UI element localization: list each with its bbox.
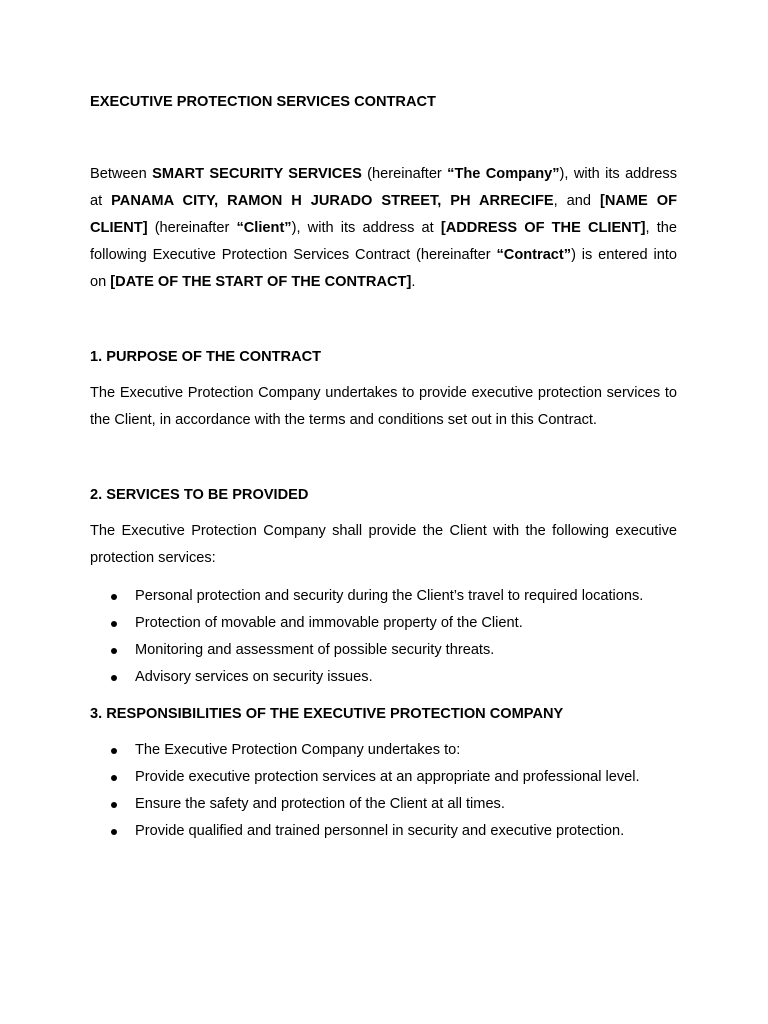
- list-item-text: Personal protection and security during the Client’s travel to required locations.: [135, 588, 644, 604]
- list-item: [90, 637, 690, 664]
- company-address: PANAMA CITY, RAMON H JURADO STREET, PH ARRECIFE: [111, 193, 554, 209]
- list-item-text: Monitoring and assessment of possible security threats.: [135, 642, 495, 658]
- intro-paragraph: [90, 161, 677, 296]
- list-item-text: Advisory services on security issues.: [135, 669, 373, 685]
- company-alias: “The Company”: [447, 166, 560, 182]
- list-item: [90, 583, 690, 610]
- intro-text: , the following Executive Protection Services Contract (hereinafter: [90, 220, 677, 263]
- bullet-icon: [111, 648, 117, 654]
- services-bullet-list: [90, 583, 690, 691]
- start-date: [DATE OF THE START OF THE CONTRACT]: [110, 274, 412, 290]
- intro-text: ), with its address at: [90, 166, 677, 209]
- company-name: SMART SECURITY SERVICES: [152, 166, 362, 182]
- intro-text: Between: [90, 166, 153, 182]
- intro-text: .: [411, 274, 416, 290]
- client-alias: “Client”: [236, 220, 292, 236]
- intro-text: (hereinafter: [147, 220, 237, 236]
- list-item: [90, 791, 690, 818]
- list-item: [90, 664, 690, 691]
- bullet-icon: [111, 748, 117, 754]
- section-paragraph-services: The Executive Protection Company shall provide the Client with the following executive protection services:: [90, 523, 677, 566]
- intro-text: ) is entered into on: [90, 247, 677, 290]
- intro-text: , and: [553, 193, 600, 209]
- bullet-icon: [111, 829, 117, 835]
- list-item: [90, 818, 690, 845]
- client-address: [ADDRESS OF THE CLIENT]: [440, 220, 646, 236]
- section-paragraph-purpose: The Executive Protection Company undertakes to provide executive protection services to the Client, in accordance with the terms and conditions set out in this Contract.: [90, 385, 677, 428]
- bullet-icon: [111, 802, 117, 808]
- list-item-text: Provide executive protection services at an appropriate and professional level.: [135, 769, 640, 785]
- list-item-text: The Executive Protection Company undertakes to:: [135, 742, 461, 758]
- intro-text: ), with its address at: [291, 220, 441, 236]
- list-item-text: Ensure the safety and protection of the Client at all times.: [135, 796, 505, 812]
- intro-text: (hereinafter: [361, 166, 448, 182]
- list-item: [90, 737, 690, 764]
- section-heading-services: 2. SERVICES TO BE PROVIDED: [90, 487, 309, 503]
- bullet-icon: [111, 594, 117, 600]
- bullet-icon: [111, 675, 117, 681]
- list-item-text: Protection of movable and immovable property of the Client.: [135, 615, 523, 631]
- client-name: [NAME OF CLIENT]: [90, 193, 678, 236]
- bullet-icon: [111, 621, 117, 627]
- section-heading-responsibilities: 3. RESPONSIBILITIES OF THE EXECUTIVE PROTECTION COMPANY: [90, 706, 564, 722]
- section-heading-purpose: 1. PURPOSE OF THE CONTRACT: [90, 349, 322, 365]
- contract-alias: “Contract”: [496, 247, 572, 263]
- list-item: [90, 610, 690, 637]
- list-item: [90, 764, 690, 791]
- responsibilities-bullet-list: [90, 737, 690, 845]
- document-title: EXECUTIVE PROTECTION SERVICES CONTRACT: [90, 94, 436, 110]
- list-item-text: Provide qualified and trained personnel in security and executive protection.: [135, 823, 625, 839]
- bullet-icon: [111, 775, 117, 781]
